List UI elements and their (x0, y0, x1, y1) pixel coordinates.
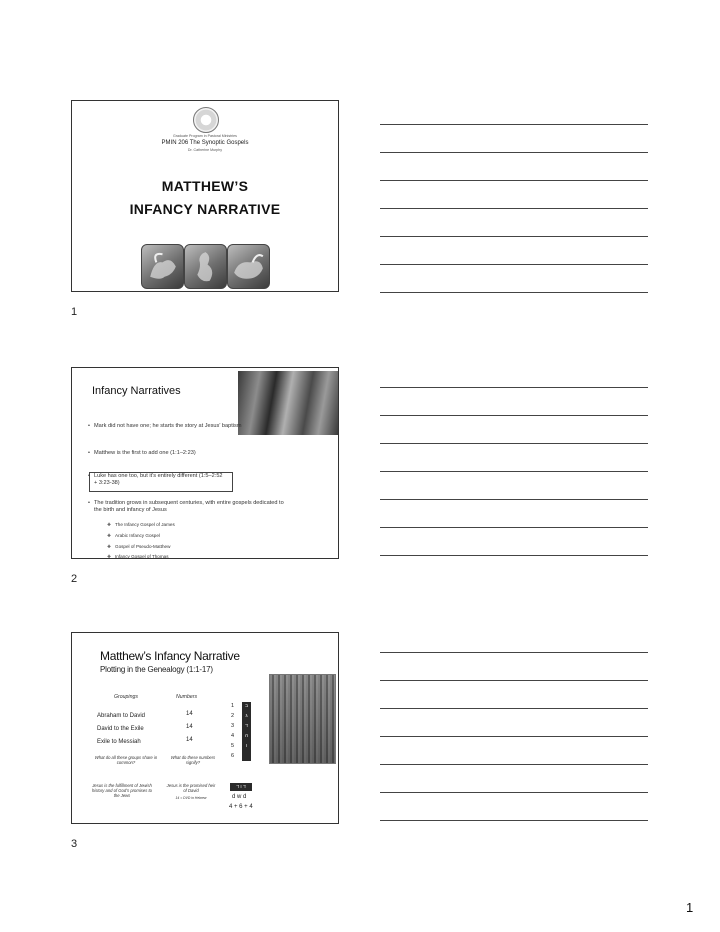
answer-heir: Jesus is the promised heir of David (166, 783, 216, 793)
program-name: Graduate Program in Pastoral Ministries (173, 134, 237, 138)
note-line (380, 387, 648, 388)
note-line (380, 792, 648, 793)
note-line (380, 152, 648, 153)
note-line (380, 736, 648, 737)
note-line (380, 292, 648, 293)
note-line (380, 680, 648, 681)
note-line (380, 208, 648, 209)
slide-1 (71, 100, 339, 292)
grouping-row: Exile to Messiah (97, 739, 141, 745)
slide-3-number: 3 (71, 838, 78, 850)
slide-title: Infancy Narratives (92, 385, 181, 397)
hebrew-letter: ה (244, 733, 249, 739)
column-header-groupings: Groupings (114, 694, 138, 700)
hebrew-letter: ג (245, 713, 248, 719)
grouping-row: David to the Exile (97, 726, 144, 732)
slide-2-number: 2 (71, 573, 78, 585)
subbullet-item: ❖ Gospel of Pseudo-Matthew (107, 544, 171, 549)
winged-lion-relief-icon (141, 244, 184, 289)
note-line (380, 471, 648, 472)
slide-2 (71, 367, 339, 559)
slide-1-number: 1 (71, 306, 78, 318)
grouping-number: 14 (186, 711, 193, 717)
hebrew-letter: ד (245, 723, 248, 729)
question-groups: What do all these groups share in common? (94, 755, 158, 765)
column-header-numbers: Numbers (176, 694, 198, 700)
university-seal-icon (193, 107, 219, 133)
hebrew-letter: ו (245, 743, 248, 749)
digit: 3 (231, 723, 235, 729)
note-line (380, 764, 648, 765)
subbullet-item: ❖ The Infancy Gospel of James (107, 522, 175, 527)
digit: 4 (231, 733, 235, 739)
winged-ox-relief-icon (227, 244, 270, 289)
page-number: 1 (686, 900, 694, 915)
letter-sum: 4 + 6 + 4 (229, 804, 253, 810)
note-line (380, 555, 648, 556)
course-name: PMIN 206 The Synoptic Gospels (161, 140, 249, 146)
dwd-transliteration: d w d (232, 794, 247, 800)
bullet-item: • The tradition grows in subsequent centuries, with entire gospels dedicated to the birth and infancy of Jesus (88, 500, 284, 513)
note-line (380, 499, 648, 500)
answer-note: 14 = DVD in Hebrew (175, 796, 207, 800)
instructor-name: Dr. Catherine Murphy (187, 148, 223, 152)
question-numbers: What do these numbers signify? (170, 755, 216, 765)
slide-title: Matthew’s Infancy Narrative (100, 649, 240, 663)
note-line (380, 180, 648, 181)
digit: 5 (231, 743, 235, 749)
digit: 1 (231, 703, 235, 709)
subbullet-item: ❖ Infancy Gospel of Thomas (107, 554, 169, 559)
hebrew-letter: ב (245, 703, 248, 709)
bullet-item: • Mark did not have one; he starts the story at Jesus’ baptism (88, 423, 242, 429)
bullet-item: • Luke has one too, but it’s entirely different (1:5–2:52 + 3:23-38) (88, 473, 223, 486)
hebrew-word-box: ד ו ד (230, 783, 252, 791)
grouping-number: 14 (186, 724, 193, 730)
slide-title-line1: MATTHEW’S (161, 178, 249, 194)
grouping-number: 14 (186, 737, 193, 743)
digit: 6 (231, 753, 235, 759)
note-line (380, 443, 648, 444)
hebrew-letters-column (242, 702, 251, 761)
note-line (380, 820, 648, 821)
jesse-tree-artwork-image (269, 674, 336, 764)
note-line (380, 708, 648, 709)
digit: 2 (231, 713, 235, 719)
note-line (380, 124, 648, 125)
subbullet-item: ❖ Arabic Infancy Gospel (107, 533, 160, 538)
answer-fulfillment: Jesus is the fulfillment of Jewish history and of God’s promises to the Jews (92, 783, 152, 798)
slide-3 (71, 632, 339, 824)
slide-title-line2: INFANCY NARRATIVE (129, 201, 281, 217)
slide-subtitle: Plotting in the Genealogy (1:1-17) (100, 665, 213, 674)
note-line (380, 236, 648, 237)
note-line (380, 264, 648, 265)
bullet-item: • Matthew is the first to add one (1:1–2:23) (88, 450, 196, 456)
note-line (380, 415, 648, 416)
note-line (380, 527, 648, 528)
grouping-row: Abraham to David (97, 713, 146, 719)
winged-figure-relief-icon (184, 244, 227, 289)
note-line (380, 652, 648, 653)
